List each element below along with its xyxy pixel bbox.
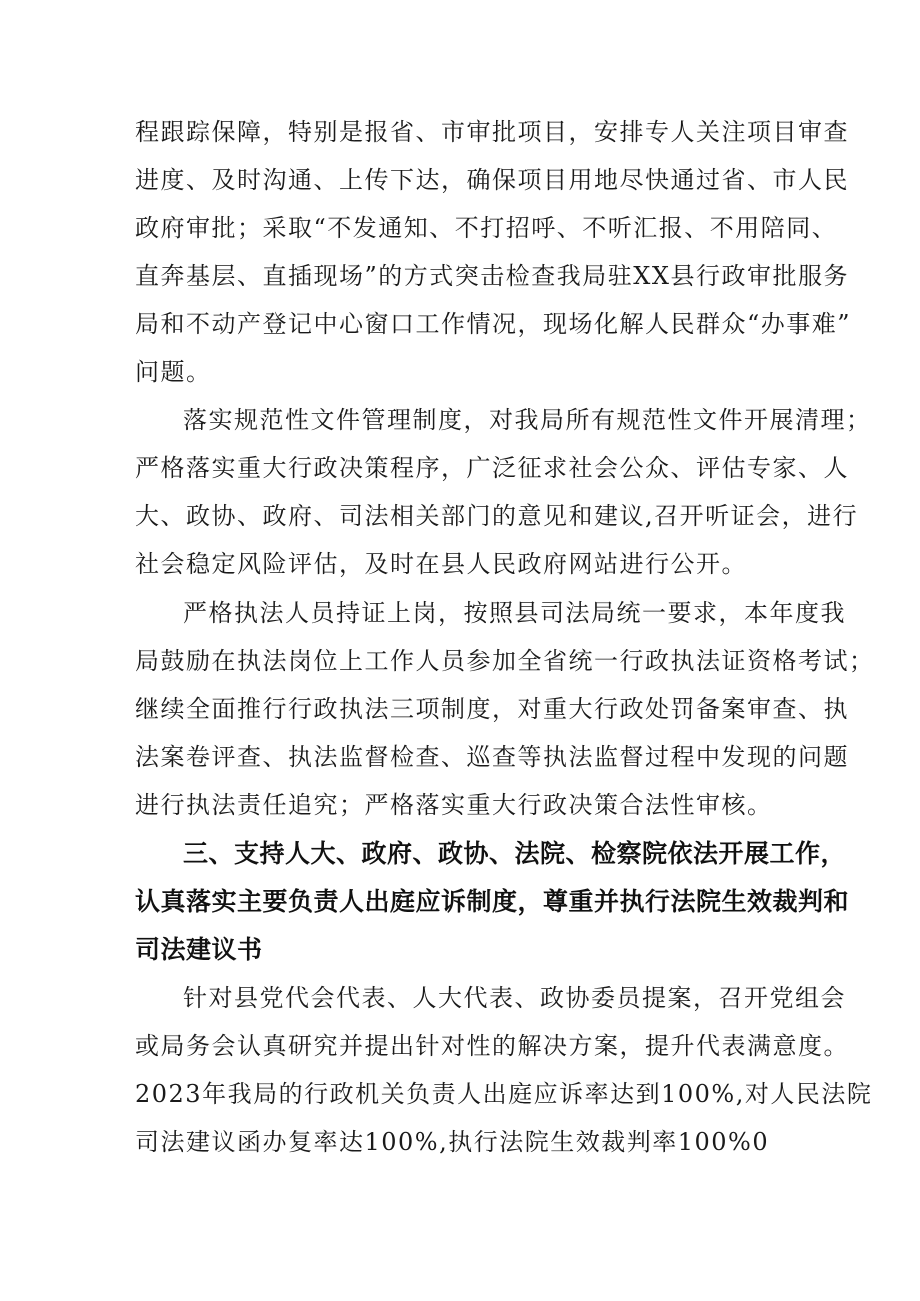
body-text-line: 局鼓励在执法岗位上工作人员参加全省统一行政执法证资格考试；: [135, 647, 875, 675]
paragraph-start-line: 落实规范性文件管理制度，对我局所有规范性文件开展清理；: [183, 406, 872, 434]
body-text-line: 进度、及时沟通、上传下达，确保项目用地尽快通过省、市人民: [135, 166, 849, 194]
body-text-line: 政府审批；采取“不发通知、不打招呼、不听汇报、不用陪同、: [135, 214, 838, 242]
paragraph-start-line: 严格执法人员持证上岗，按照县司法局统一要求，本年度我: [183, 599, 846, 627]
body-text-line: 进行执法责任追究；严格落实重大行政决策合法性审核。: [135, 791, 773, 819]
body-text-line: 法案卷评查、执法监督检查、巡查等执法监督过程中发现的问题: [135, 743, 849, 771]
body-text-line: 问题。: [135, 358, 212, 386]
body-text-line: 继续全面推行行政执法三项制度，对重大行政处罚备案审查、执: [135, 695, 849, 723]
paragraph-start-line: 针对县党代会代表、人大代表、政协委员提案，召开党组会: [183, 984, 846, 1012]
body-text-line: 司法建议函办复率达100%,执行法院生效裁判率100%0: [135, 1128, 770, 1156]
body-text-line: 局和不动产登记中心窗口工作情况，现场化解人民群众“办事难”: [135, 310, 852, 338]
body-text-line: 严格落实重大行政决策程序，广泛征求社会公众、评估专家、人: [135, 454, 849, 482]
body-text-line: 社会稳定风险评估，及时在县人民政府网站进行公开。: [135, 550, 747, 578]
body-text-line: 直奔基层、直插现场”的方式突击检查我局驻XX县行政审批服务: [135, 262, 849, 290]
body-text-line: 或局务会认真研究并提出针对性的解决方案，提升代表满意度。: [135, 1032, 849, 1060]
body-text-line: 大、政协、政府、司法相关部门的意见和建议,召开听证会，进行: [135, 502, 859, 530]
section-heading-line: 三、支持人大、政府、政协、法院、检察院依法开展工作，: [183, 839, 847, 868]
body-text-line: 2023年我局的行政机关负责人出庭应诉率达到100%,对人民法院: [135, 1080, 873, 1108]
section-heading-line: 司法建议书: [135, 935, 263, 964]
section-heading-line: 认真落实主要负责人出庭应诉制度，尊重并执行法院生效裁判和: [135, 887, 850, 916]
body-text-line: 程跟踪保障，特别是报省、市审批项目，安排专人关注项目审查: [135, 118, 849, 146]
